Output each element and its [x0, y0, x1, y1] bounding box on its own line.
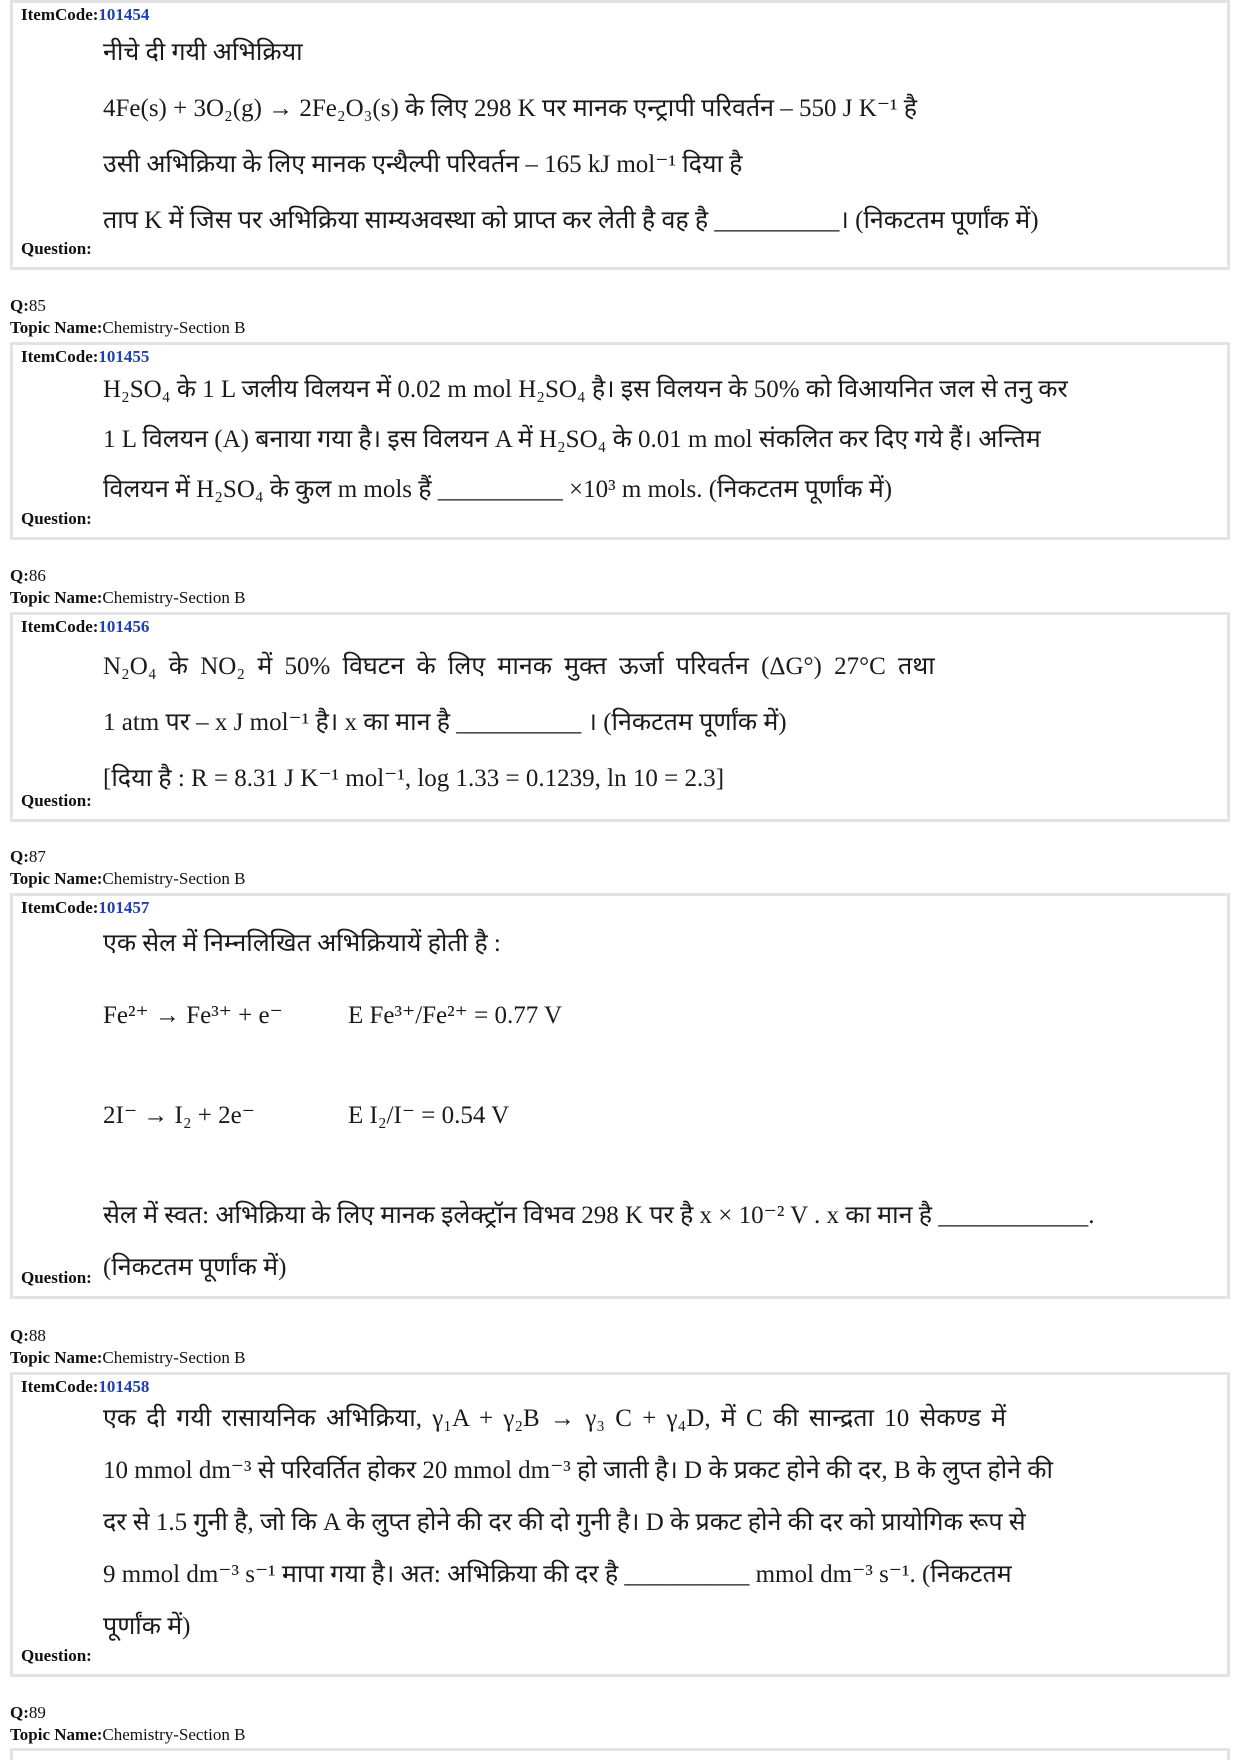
item-code-value: 101456 [98, 617, 150, 636]
item-code-value: 101457 [98, 898, 150, 917]
question-label: Question: [21, 791, 92, 810]
half-reaction-iodine: 2I⁻ → I₂ + 2e⁻ [103, 1102, 255, 1129]
topic-name: Chemistry-Section B [102, 869, 246, 888]
equation-row-2 [103, 1090, 1213, 1190]
topic-name: Chemistry-Section B [102, 588, 246, 607]
half-reaction-fe: Fe²⁺ → Fe³⁺ + e⁻ [103, 1002, 283, 1029]
q-number: 86 [28, 566, 46, 585]
question-line: 9 mmol dm⁻³ s⁻¹ मापा गया है। अत: अभिक्रिया की दर है __________ mmol dm⁻³ s⁻¹. (निकटतम [103, 1561, 1012, 1588]
question-line: दर से 1.5 गुनी है, जो कि A के लुप्त होने की दर की दो गुनी है। D के प्रकट होने की दर को प्रायोगिक रूप से [103, 1509, 1026, 1536]
item-code-value: 101454 [98, 5, 150, 24]
electrode-potential-fe: E Fe³⁺/Fe²⁺ = 0.77 V [348, 1002, 563, 1029]
item-code-label: ItemCode: [21, 5, 99, 24]
electrode-potential-iodine: E I₂/I⁻ = 0.54 V [348, 1102, 510, 1129]
q-label: Q: [10, 296, 29, 315]
item-code-label: ItemCode: [21, 617, 99, 636]
topic-label: Topic Name: [10, 1348, 103, 1367]
question-label: Question: [21, 509, 92, 528]
question-block-101454 [10, 0, 1230, 270]
item-code-row [21, 617, 149, 637]
q-number: 87 [28, 847, 46, 866]
question-line: H₂SO₄ के 1 L जलीय विलयन में 0.02 m mol H₂SO₄ है। इस विलयन के 50% को विआयनित जल से तनु कर [103, 376, 1068, 403]
topic-label: Topic Name: [10, 318, 103, 337]
question-line: सेल में स्वत: अभिक्रिया के लिए मानक इलेक्ट्रॉन विभव 298 K पर है x × 10⁻² V . x का मान है ____________. [103, 1202, 1095, 1229]
question-line: नीचे दी गयी अभिक्रिया [103, 39, 303, 66]
question-line: उसी अभिक्रिया के लिए मानक एन्थैल्पी परिवर्तन – 165 kJ mol⁻¹ दिया है [103, 151, 743, 178]
q-label: Q: [10, 1326, 29, 1345]
topic-label: Topic Name: [10, 588, 103, 607]
item-code-row [21, 898, 149, 918]
question-block-101456 [10, 612, 1230, 822]
item-code-value: 101455 [98, 347, 150, 366]
item-code-row [21, 5, 149, 25]
question-intro: एक सेल में निम्नलिखित अभिक्रियायें होती है : [103, 930, 501, 957]
question-text [103, 1393, 1213, 1653]
topic-label: Topic Name: [10, 869, 103, 888]
question-line: एक दी गयी रासायनिक अभिक्रिया, γ₁A + γ₂B → γ₃ C + γ₄D, में C की सान्द्रता 10 सेकण्ड में [103, 1405, 1007, 1432]
question-text [103, 25, 1213, 249]
question-block-101458 [10, 1372, 1230, 1677]
question-text [103, 365, 1213, 515]
question-header-85 [10, 295, 245, 339]
question-block-101457 [10, 893, 1230, 1299]
item-code-row [21, 347, 149, 367]
question-line: पूर्णांक में) [103, 1613, 191, 1640]
question-label: Question: [21, 239, 92, 258]
question-header-87 [10, 846, 245, 890]
question-line: 4Fe(s) + 3O₂(g) → 2Fe₂O₃(s) के लिए 298 K पर मानक एन्ट्रापी परिवर्तन – 550 J K⁻¹ है [103, 95, 918, 122]
question-block-89 [10, 1748, 1230, 1760]
q-number: 88 [28, 1326, 46, 1345]
q-label: Q: [10, 566, 29, 585]
q-label: Q: [10, 847, 29, 866]
q-number: 89 [28, 1703, 46, 1722]
question-line: [दिया है : R = 8.31 J K⁻¹ mol⁻¹, log 1.33 = 0.1239, ln 10 = 2.3] [103, 765, 725, 792]
equation-row-1 [103, 990, 1213, 1090]
question-block-101455 [10, 342, 1230, 540]
q-label: Q: [10, 1703, 29, 1722]
topic-name: Chemistry-Section B [102, 1725, 246, 1744]
topic-label: Topic Name: [10, 1725, 103, 1744]
item-code-label: ItemCode: [21, 898, 99, 917]
question-line: N₂O₄ के NO₂ में 50% विघटन के लिए मानक मुक्त ऊर्जा परिवर्तन (ΔG°) 27°C तथा [103, 653, 935, 680]
question-line: 1 atm पर – x J mol⁻¹ है। x का मान है __________ । (निकटतम पूर्णांक में) [103, 709, 787, 736]
question-line: विलयन में H₂SO₄ के कुल m mols हैं __________ ×10³ m mols. (निकटतम पूर्णांक में) [103, 476, 893, 503]
question-header-88 [10, 1325, 245, 1369]
question-text [103, 639, 1213, 807]
question-label: Question: [21, 1646, 92, 1665]
question-text [103, 918, 1213, 1294]
item-code-label: ItemCode: [21, 347, 99, 366]
topic-name: Chemistry-Section B [102, 1348, 246, 1367]
question-header-86 [10, 565, 245, 609]
item-code-value: 101458 [98, 1377, 150, 1396]
question-line: ताप K में जिस पर अभिक्रिया साम्यअवस्था को प्राप्त कर लेती है वह है __________। (निकटतम पूर्णांक में) [103, 207, 1039, 234]
question-line: 1 L विलयन (A) बनाया गया है। इस विलयन A में H₂SO₄ के 0.01 m mol संकलित कर दिए गये हैं। अन्तिम [103, 426, 1041, 453]
question-line: (निकटतम पूर्णांक में) [103, 1254, 287, 1281]
topic-name: Chemistry-Section B [102, 318, 246, 337]
question-label: Question: [21, 1268, 92, 1287]
item-code-label: ItemCode: [21, 1377, 99, 1396]
question-line: 10 mmol dm⁻³ से परिवर्तित होकर 20 mmol dm⁻³ हो जाती है। D के प्रकट होने की दर, B के लुप्त होने की [103, 1457, 1053, 1484]
q-number: 85 [28, 296, 46, 315]
question-header-89 [10, 1702, 245, 1746]
